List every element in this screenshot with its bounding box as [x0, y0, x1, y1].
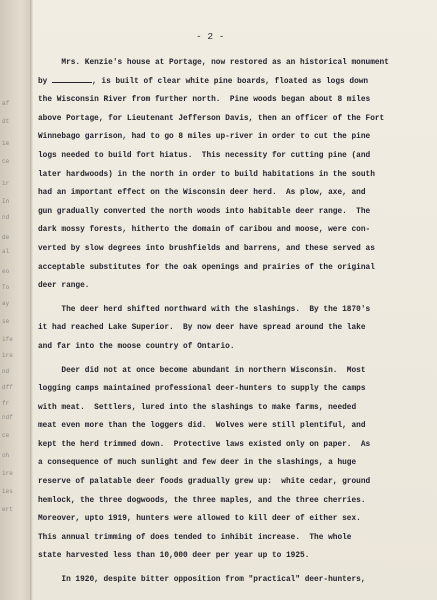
margin-fragment: ce [2, 432, 10, 439]
body-text [38, 54, 434, 590]
blank-fill-line [52, 73, 92, 83]
text-line: logs needed to build fort hiatus. This necessity for cutting pine (and [38, 151, 371, 160]
text-line: the Wisconsin River from further north. Pine woods began about 8 miles [38, 96, 371, 105]
margin-fragment: ie [2, 140, 10, 147]
margin-fragment: ay [2, 300, 10, 307]
text-line: Moreover, upto 1919, hunters were allowed to kill deer of either sex. [38, 515, 361, 524]
margin-fragment: nd [2, 214, 10, 221]
text-line: Deer did not at once become abundant in northern Wisconsin. Most [38, 366, 366, 375]
text-line: and far into the moose country of Ontario. [38, 342, 235, 351]
text-line: acceptable substitutes for the oak openings and prairies of the original [38, 263, 375, 272]
text-line: This annual trimming of does tended to inhibit increase. The whole [38, 533, 352, 542]
paragraph [38, 362, 434, 567]
margin-fragment: ir [2, 180, 10, 187]
text-line: logging camps maintained professional deer-hunters to supply the camps [38, 385, 366, 394]
margin-fragment: To [2, 284, 10, 291]
text-line: with meat. Settlers, lured into the slashings to make farms, needed [38, 403, 357, 412]
text-line: The deer herd shifted northward with the slashings. By the 1870's [38, 305, 371, 314]
text-line: dark mossy forests, hitherto the domain of caribou and moose, were con- [38, 226, 371, 235]
text-line: verted by slow degrees into brushfields and barrens, and these served as [38, 244, 375, 253]
text-line: state harvested less than 10,000 deer per year up to 1925. [38, 552, 310, 561]
text-line: Winnebago garrison, had to go 8 miles up-river in order to cut the pine [38, 133, 371, 142]
margin-fragment: ire [2, 470, 13, 477]
margin-fragment: dff [2, 384, 13, 391]
margin-fragment: al [2, 248, 10, 255]
text-line: it had reached Lake Superior. By now deer have spread around the lake [38, 324, 366, 333]
text-line: above Portage, for Lieutenant Jefferson Davis, then an officer of the Fort [38, 114, 385, 123]
text-line: Mrs. Kenzie's house at Portage, now restored as an historical monument [38, 59, 389, 67]
margin-fragment: ire [2, 352, 13, 359]
text-line: had an important effect on the Wisconsin deer herd. As plow, axe, and [38, 189, 366, 198]
text-line: deer range. [38, 282, 90, 291]
margin-fragment: ce [2, 158, 10, 165]
text-line: later hardwoods) in the north in order to build habitations in the south [38, 170, 375, 179]
margin-fragment: de [2, 234, 10, 241]
paragraph [38, 54, 434, 296]
text-line: hemlock, the three dogwoods, the three maples, and the three cherries. [38, 496, 366, 505]
margin-fragment: ife [2, 336, 13, 343]
margin-fragment: nd [2, 368, 10, 375]
margin-fragment: eo [2, 268, 10, 275]
text-line: kept the herd trimmed down. Protective laws existed only on paper. As [38, 440, 371, 449]
text-line: meat even more than the loggers did. Wolves were still plentiful, and [38, 422, 366, 431]
margin-fragment: se [2, 318, 10, 325]
page-number: - 2 - [196, 31, 225, 42]
margin-fragment: In [2, 198, 10, 205]
margin-fragment: ert [2, 506, 13, 513]
text-line: a consequence of much sunlight and few deer in the slashings, a huge [38, 459, 357, 468]
margin-fragment: fr [2, 400, 10, 407]
adjacent-page-strip [0, 0, 30, 600]
paragraph [38, 571, 434, 590]
text-line: reserve of palatable deer foods gradually grew up: white cedar, ground [38, 478, 371, 487]
paragraph [38, 301, 434, 357]
text-line: gun gradually converted the north woods into habitable deer range. The [38, 207, 371, 216]
typed-page [33, 0, 437, 600]
margin-fragment: oh [2, 452, 10, 459]
text-line: In 1920, despite bitter opposition from "practical" deer-hunters, [38, 576, 366, 585]
text-line: by , is built of clear white pine boards, floated as logs down [38, 73, 434, 92]
margin-fragment: ndf [2, 414, 13, 421]
margin-fragment: ies [2, 488, 13, 495]
margin-fragment: af [2, 100, 10, 107]
margin-fragment: dt [2, 118, 10, 125]
